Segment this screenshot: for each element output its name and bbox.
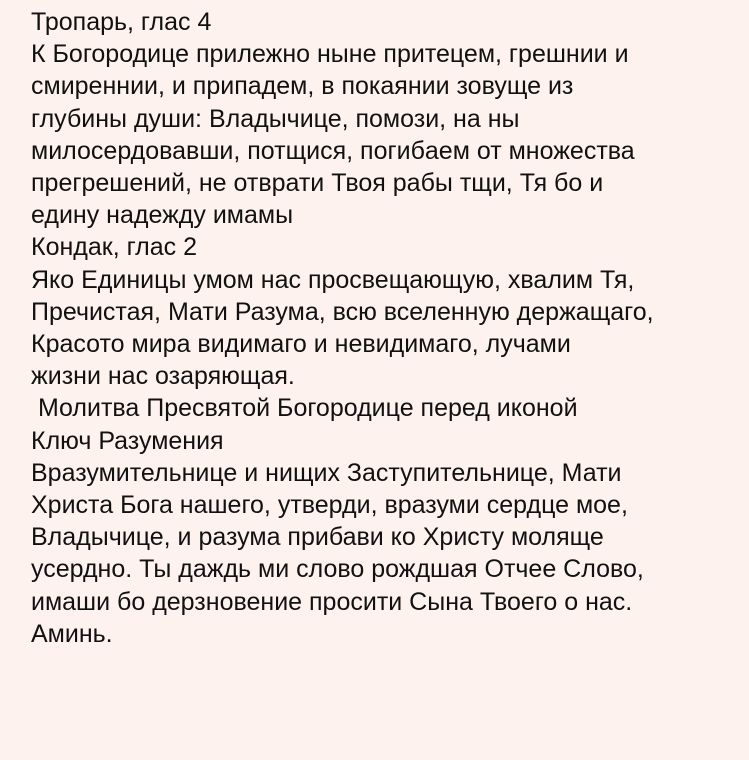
prayer-title: Молитва Пресвятой Богородице перед иконой bbox=[31, 394, 578, 423]
prayer-line: Владычице, и разума прибави ко Христу моляще bbox=[31, 523, 604, 552]
troparion-line: прегрешений, не отврати Твоя рабы тщи, Тя бо и bbox=[31, 169, 604, 198]
prayer-line: Вразумительнице и нищих Заступительнице, Мати bbox=[31, 458, 622, 487]
troparion-line: К Богородице прилежно ныне притецем, грешнии и bbox=[31, 40, 629, 69]
prayer-text-document bbox=[31, 6, 743, 650]
troparion-line: едину надежду имамы bbox=[31, 201, 294, 230]
prayer-line: Христа Бога нашего, утверди, вразуми сердце мое, bbox=[31, 491, 628, 520]
troparion-line: глубины души: Владычице, помози, на ны bbox=[31, 104, 520, 133]
prayer-line: имаши бо дерзновение просити Сына Твоего о нас. bbox=[31, 587, 633, 616]
prayer-line: Аминь. bbox=[31, 619, 113, 648]
kontakion-line: Яко Единицы умом нас просвещающую, хвалим Тя, bbox=[31, 265, 635, 294]
troparion-line: смиреннии, и припадем, в покаянии зовуще из bbox=[31, 72, 574, 101]
troparion-line: милосердовавши, потщися, погибaем от множества bbox=[31, 136, 635, 165]
prayer-line: усердно. Ты даждь ми слово рождшая Отчее Слово, bbox=[31, 555, 644, 584]
kontakion-title: Кондак, глас 2 bbox=[31, 233, 198, 262]
troparion-title: Тропарь, глас 4 bbox=[31, 8, 212, 36]
kontakion-line: Красото мира видимаго и невидимаго, лучами bbox=[31, 330, 571, 359]
kontakion-line: Пречистая, Мати Разума, всю вселенную держащаго, bbox=[31, 297, 654, 326]
prayer-title: Ключ Разумения bbox=[31, 426, 224, 455]
kontakion-line: жизни нас озаряющая. bbox=[31, 362, 295, 391]
